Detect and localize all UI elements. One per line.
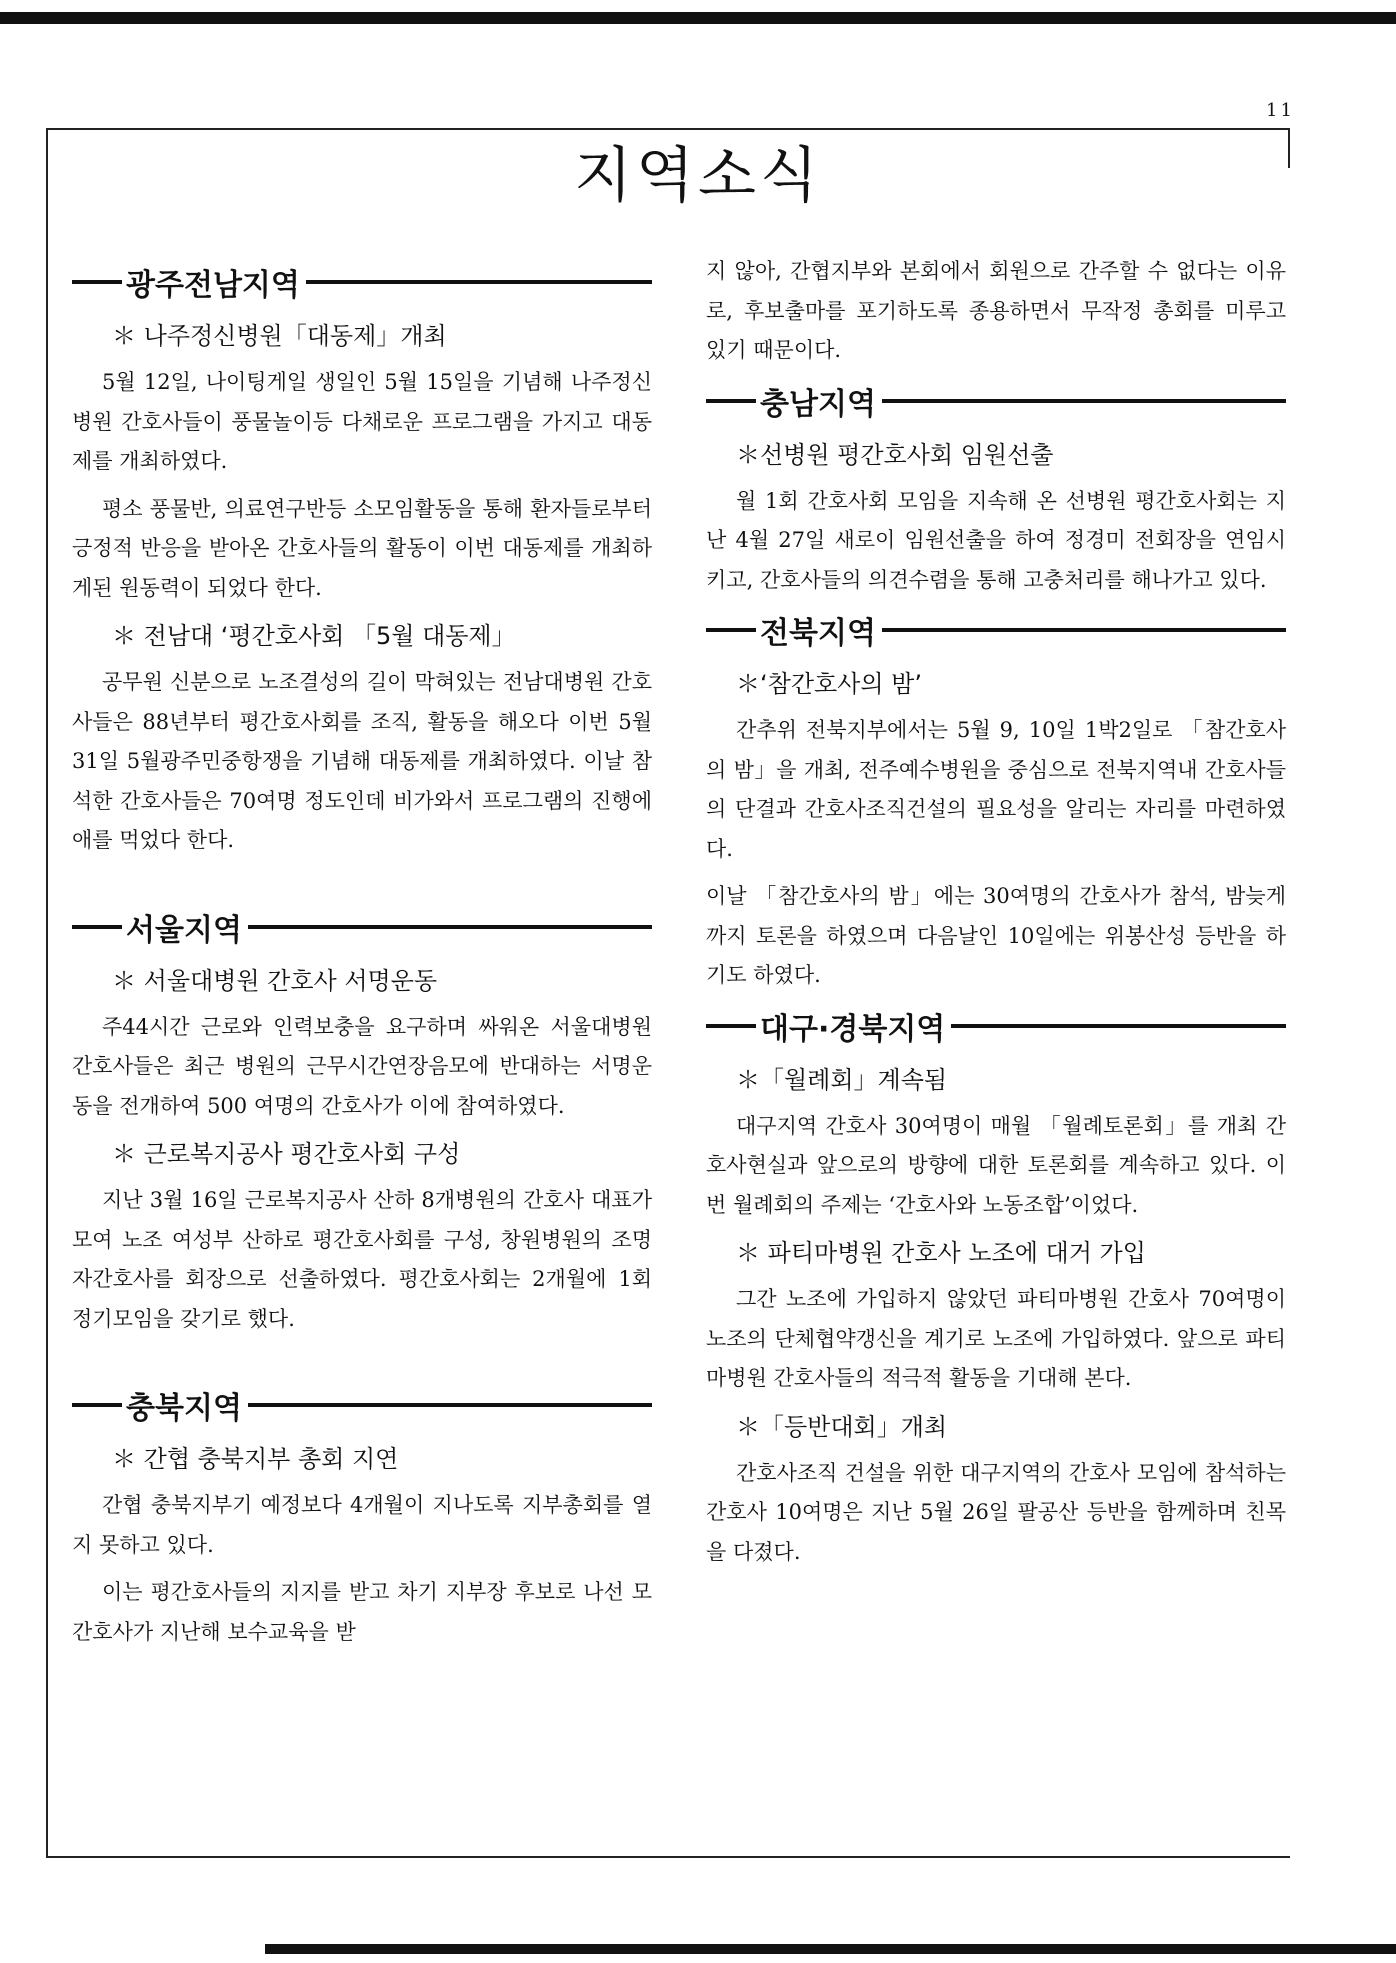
bottom-border-bar — [265, 1944, 1396, 1954]
heading-rule — [306, 280, 652, 284]
heading-dash — [72, 280, 122, 284]
article-paragraph: 지 않아, 간협지부와 본회에서 회원으로 간주할 수 없다는 이유로, 후보출마를 포기하도록 종용하면서 무작정 총회를 미루고 있기 때문이다. — [706, 259, 1286, 362]
section-heading-chungnam — [706, 379, 1286, 423]
right-column — [706, 252, 1286, 1580]
section-heading-text: 충북지역 — [126, 1391, 242, 1426]
article-title: ＊ 서울대병원 간호사 서명운동 — [112, 966, 438, 995]
section-heading-text: 대구·경북지역 — [760, 1011, 946, 1047]
article-title: ＊‘참간호사의 밤’ — [736, 670, 922, 698]
heading-rule — [248, 1403, 652, 1407]
article-title: ＊ 전남대 ‘평간호사회 「5월 대동제」 — [112, 622, 516, 650]
article-paragraph: 지난 3월 16일 근로복지공사 산하 8개병원의 간호사 대표가 모여 노조 여성부 산하로 평간호사회를 구성, 창원병원의 조명자간호사를 회장으로 선출하였다. 평간호사회는 2개월에 1회 정기모임을 갖기로 했다. — [72, 1188, 652, 1331]
heading-dash — [706, 399, 756, 403]
section-heading-chungbuk — [72, 1383, 652, 1427]
section-heading-text: 광주전남지역 — [126, 268, 300, 303]
article-title: ＊ 간협 충북지부 총회 지연 — [112, 1445, 399, 1473]
article-title: ＊「월례회」계속됨 — [736, 1065, 948, 1094]
article-title: ＊ 근로복지공사 평간호사회 구성 — [112, 1140, 461, 1168]
article-paragraph: 대구지역 간호사 30여명이 매월 「월례토론회」를 개최 간호사현실과 앞으로의 방향에 대한 토론회를 계속하고 있다. 이번 월례회의 주제는 ‘간호사와 노동조합’이었다. — [706, 1113, 1286, 1217]
article-title: ＊ 파티마병원 간호사 노조에 대거 가입 — [736, 1239, 1146, 1267]
heading-dash — [706, 628, 756, 632]
article-paragraph: 간추위 전북지부에서는 5월 9, 10일 1박2일로 「참간호사의 밤」을 개최, 전주예수병원을 중심으로 전북지역내 간호사들의 단결과 간호사조직건설의 필요성을 알리는 자리를 마련하였다. — [706, 718, 1286, 861]
top-border-bar — [0, 12, 1396, 24]
heading-rule — [882, 628, 1286, 632]
article-paragraph: 5월 12일, 나이팅게일 생일인 5월 15일을 기념해 나주정신병원 간호사들이 풍물놀이등 다채로운 프로그램을 가지고 대동제를 개최하였다. — [72, 370, 652, 473]
section-heading-daegu — [706, 1004, 1286, 1048]
article-title: ＊「등반대회」개최 — [736, 1412, 948, 1441]
article-paragraph: 이는 평간호사들의 지지를 받고 차기 지부장 후보로 나선 모 간호사가 지난해 보수교육을 받 — [72, 1580, 652, 1644]
page-number: 11 — [1266, 100, 1295, 121]
section-heading-gwangju — [72, 260, 652, 304]
article-title: ＊선병원 평간호사회 임원선출 — [736, 440, 1054, 469]
article-paragraph: 이날 「참간호사의 밤」에는 30여명의 간호사가 참석, 밤늦게까지 토론을 하였으며 다음날인 10일에는 위봉산성 등반을 하기도 하였다. — [706, 884, 1286, 987]
section-heading-text: 충남지역 — [760, 386, 876, 422]
article-paragraph: 주44시간 근로와 인력보충을 요구하며 싸워온 서울대병원 간호사들은 최근 병원의 근무시간연장음모에 반대하는 서명운동을 전개하여 500 여명의 간호사가 이에 참여하였다. — [72, 1014, 652, 1118]
page-title: 지역소식 — [574, 141, 822, 211]
article-paragraph: 간협 충북지부기 예정보다 4개월이 지나도록 지부총회를 열지 못하고 있다. — [72, 1493, 652, 1557]
heading-rule — [951, 1024, 1286, 1028]
article-paragraph: 월 1회 간호사회 모임을 지속해 온 선병원 평간호사회는 지난 4월 27일 새로이 임원선출을 하여 정경미 전회장을 연임시키고, 간호사들의 의견수렴을 통해 고충처리를 해나가고 있다. — [706, 488, 1286, 592]
section-heading-text: 서울지역 — [126, 912, 242, 948]
heading-rule — [248, 925, 652, 929]
article-paragraph: 간호사조직 건설을 위한 대구지역의 간호사 모임에 참석하는 간호사 10여명은 지난 5월 26일 팔공산 등반을 함께하며 친목을 다졌다. — [706, 1460, 1286, 1564]
article-paragraph: 그간 노조에 가입하지 않았던 파티마병원 간호사 70여명이 노조의 단체협약갱신을 계기로 노조에 가입하였다. 앞으로 파티마병원 간호사들의 적극적 활동을 기대해 본다. — [706, 1287, 1286, 1390]
heading-dash — [706, 1024, 756, 1028]
left-column — [72, 252, 652, 1660]
section-heading-text: 전북지역 — [760, 616, 876, 651]
section-heading-jeonbuk — [706, 608, 1286, 652]
article-paragraph: 공무원 신분으로 노조결성의 길이 막혀있는 전남대병원 간호사들은 88년부터 평간호사회를 조직, 활동을 해오다 이번 5월 31일 5월광주민중항쟁을 기념해 대동제를 개최하였다. 이날 참석한 간호사들은 70여명 정도인데 비가와서 프로그램의 진행에 애를 먹었다 한다. — [72, 670, 652, 852]
article-paragraph: 평소 풍물반, 의료연구반등 소모임활동을 통해 환자들로부터 긍정적 반응을 받아온 간호사들의 활동이 이번 대동제를 개최하게된 원동력이 되었다 한다. — [72, 496, 652, 600]
heading-dash — [72, 925, 122, 929]
heading-dash — [72, 1403, 122, 1407]
section-heading-seoul — [72, 905, 652, 949]
article-title: ＊ 나주정신병원「대동제」개최 — [112, 322, 447, 350]
heading-rule — [882, 399, 1286, 403]
